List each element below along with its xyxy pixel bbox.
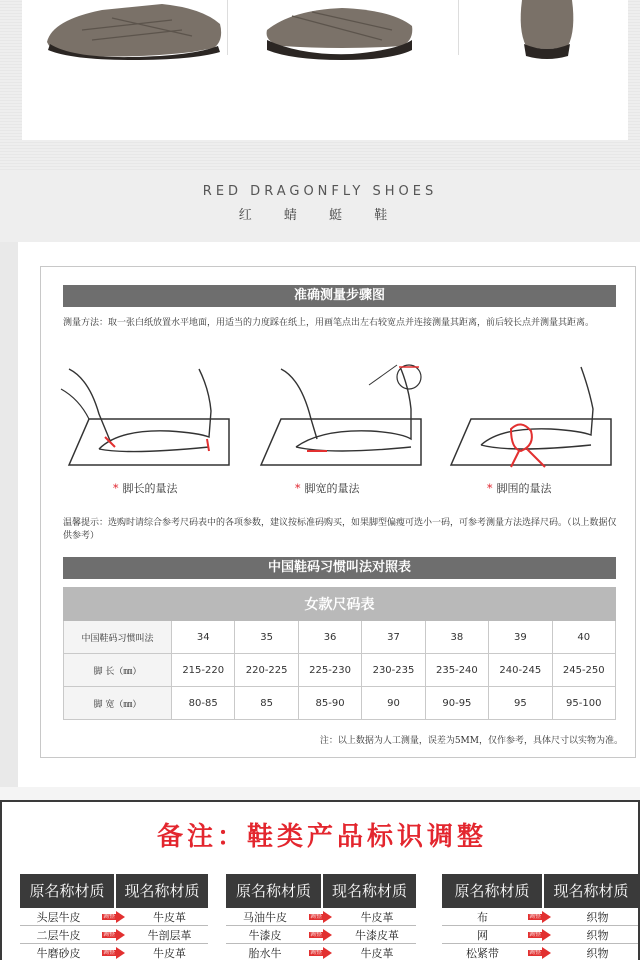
material-row — [442, 926, 638, 944]
size-table-note: 注：以上数据为人工测量，误差为5MM，仅作参考，具体尺寸以实物为准。 — [319, 736, 623, 746]
table-cell: 85 — [235, 687, 298, 720]
arrow-right-icon: 调整 — [309, 930, 333, 940]
table-cell: 225-230 — [298, 654, 361, 687]
size-table-title: 女款尺码表 — [64, 588, 616, 621]
table-row — [64, 621, 616, 654]
new-material: 牛皮革 — [360, 946, 394, 960]
table-cell: 35 — [235, 621, 298, 654]
measurement-panel — [40, 266, 636, 758]
table-cell: 235-240 — [425, 654, 488, 687]
brand-name-cn: 红 蜻 蜓 鞋 — [238, 208, 402, 223]
shoe-image-side — [42, 0, 227, 60]
old-material: 牛漆皮 — [248, 928, 282, 942]
material-label-remark — [0, 800, 640, 960]
table-row — [64, 687, 616, 720]
arrow-right-icon: 调整 — [528, 948, 552, 958]
material-row — [20, 944, 208, 960]
section-gap — [0, 787, 640, 800]
material-row — [442, 908, 638, 926]
measure-tip-text: 温馨提示：选购时请综合参考尺码表中的各项参数，建议按标准码购买，如果脚型偏瘦可选小一码，可参考测量方法选择尺码。（以上数据仅供参考） — [63, 518, 617, 541]
arrow-right-icon: 调整 — [102, 912, 126, 922]
material-group — [442, 874, 638, 960]
col-old-material: 原名称材质 — [442, 874, 542, 908]
material-group-header — [20, 874, 208, 908]
table-cell: 95 — [489, 687, 552, 720]
material-group-header — [226, 874, 416, 908]
product-image-strip — [0, 0, 640, 170]
arrow-right-icon: 调整 — [309, 948, 333, 958]
brand-banner — [0, 170, 640, 242]
arrow-right-icon: 调整 — [528, 930, 552, 940]
material-row — [226, 926, 416, 944]
table-row — [64, 654, 616, 687]
new-material: 牛皮革 — [360, 910, 394, 924]
col-old-material: 原名称材质 — [20, 874, 114, 908]
table-cell: 39 — [489, 621, 552, 654]
size-table-header — [64, 588, 616, 621]
divider — [227, 0, 228, 55]
table-cell: 85-90 — [298, 687, 361, 720]
table-cell: 220-225 — [235, 654, 298, 687]
table-cell: 90-95 — [425, 687, 488, 720]
old-material: 头层牛皮 — [36, 910, 81, 924]
old-material: 松紧带 — [466, 946, 499, 960]
table-cell: 230-235 — [362, 654, 425, 687]
old-material: 牛磨砂皮 — [36, 946, 81, 960]
arrow-right-icon: 调整 — [102, 930, 126, 940]
old-material: 网 — [477, 928, 488, 942]
row-label: 中国鞋码习惯叫法 — [64, 621, 172, 654]
material-row — [20, 926, 208, 944]
material-group-header — [442, 874, 638, 908]
shoe-image-back — [512, 0, 582, 60]
material-group — [226, 874, 416, 960]
measure-steps-title: 准确测量步骤图 — [63, 285, 616, 307]
foot-width-caption: * 脚宽的量法 — [295, 482, 360, 495]
new-material: 织物 — [586, 928, 609, 942]
arrow-right-icon: 调整 — [309, 912, 333, 922]
new-material: 牛漆皮革 — [355, 928, 399, 942]
col-old-material: 原名称材质 — [226, 874, 321, 908]
foot-girth-caption: * 脚围的量法 — [487, 482, 552, 495]
old-material: 马油牛皮 — [243, 910, 287, 924]
size-table — [63, 587, 616, 720]
brand-name-en: RED DRAGONFLY SHOES — [202, 184, 438, 199]
material-row — [226, 944, 416, 960]
old-material: 二层牛皮 — [36, 928, 81, 942]
foot-length-illustration — [59, 359, 235, 471]
old-material: 布 — [477, 910, 488, 924]
material-group — [20, 874, 208, 960]
table-cell: 40 — [552, 621, 615, 654]
col-new-material: 现名称材质 — [114, 874, 208, 908]
old-material: 胎水牛 — [248, 946, 282, 960]
table-cell: 240-245 — [489, 654, 552, 687]
table-cell: 90 — [362, 687, 425, 720]
table-cell: 38 — [425, 621, 488, 654]
arrow-right-icon: 调整 — [528, 912, 552, 922]
row-label: 脚 长（㎜） — [64, 654, 172, 687]
foot-length-caption: * 脚长的量法 — [113, 482, 178, 495]
arrow-right-icon: 调整 — [102, 948, 126, 958]
col-new-material: 现名称材质 — [542, 874, 638, 908]
shoe-image-angle — [252, 0, 417, 60]
foot-girth-illustration — [441, 359, 617, 471]
table-cell: 245-250 — [552, 654, 615, 687]
material-row — [226, 908, 416, 926]
new-material: 织物 — [586, 946, 609, 960]
new-material: 织物 — [586, 910, 609, 924]
table-cell: 215-220 — [172, 654, 235, 687]
new-material: 牛皮革 — [153, 910, 186, 924]
row-label: 脚 宽（㎜） — [64, 687, 172, 720]
remark-title: 备注：鞋类产品标识调整 — [156, 822, 487, 852]
measurement-section — [18, 242, 640, 787]
material-row — [442, 944, 638, 960]
measure-method-text: 测量方法：取一张白纸放置水平地面，用适当的力度踩在纸上，用画笔点出左右较宽点并连接测量其距离，前后较长点并测量其距离。 — [63, 318, 595, 328]
size-chart-section-title: 中国鞋码习惯叫法对照表 — [63, 557, 616, 579]
table-cell: 34 — [172, 621, 235, 654]
table-cell: 36 — [298, 621, 361, 654]
product-image-card — [22, 0, 628, 140]
divider — [458, 0, 459, 55]
new-material: 牛皮革 — [153, 946, 186, 960]
table-cell: 37 — [362, 621, 425, 654]
col-new-material: 现名称材质 — [321, 874, 416, 908]
table-cell: 95-100 — [552, 687, 615, 720]
foot-width-illustration — [251, 359, 427, 471]
material-row — [20, 908, 208, 926]
new-material: 牛剖层革 — [147, 928, 192, 942]
table-cell: 80-85 — [172, 687, 235, 720]
